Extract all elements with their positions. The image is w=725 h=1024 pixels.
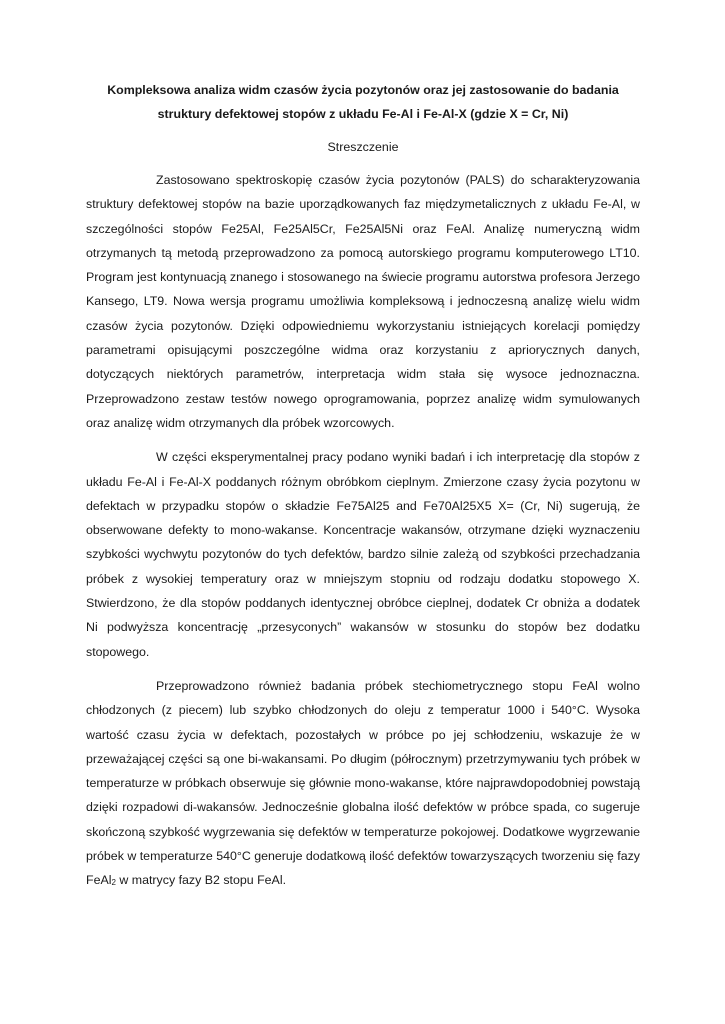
paragraph-3-text: Przeprowadzono również badania próbek stechiometrycznego stopu FeAl wolno chłodzonych (z piecem) lub szybko chłodzonych do oleju z temperatur 1000 i 540°C. Wysoka wartość czasu życia w defektach, pozostałych w próbce po jej schłodzeniu, wskazuje że w przeważającej części są one bi-wakansami. Po długim (półrocznym) przetrzymywaniu tych próbek w temperaturze w próbkach obserwuje się głównie mono-wakanse, które najprawdopodobniej powstają dzięki rozpadowi di-wakansów. Jednocześnie globalna ilość defektów w próbce spada, co sugeruje skończoną szybkość wygrzewania się defektów w temperaturze pokojowej. Dodatkowe wygrzewanie próbek w temperaturze 540°C generuje dodatkową ilość defektów towarzyszących tworzeniu się fazy FeAl (86, 678, 640, 888)
document-title: Kompleksowa analiza widm czasów życia pozytonów oraz jej zastosowanie do badania struktury defektowej stopów z układu Fe-Al i Fe-Al-X (gdzie X = Cr, Ni) (107, 83, 619, 121)
abstract-paragraph-2: W części eksperymentalnej pracy podano wyniki badań i ich interpretację dla stopów z układu Fe-Al i Fe-Al-X poddanych różnym obróbkom cieplnym. Zmierzone czasy życia pozytonu w defektach w przypadku stopów o składzie Fe75Al25 and Fe70Al25X5 X= (Cr, Ni) sugerują, że obserwowane defekty to mono-wakanse. Koncentracje wakansów, otrzymane dzięki wyznaczeniu szybkości wychwytu pozytonów do tych defektów, bardzo silnie zależą od szybkości przechadzania próbek z wysokiej temperatury oraz w mniejszym stopniu od rodzaju dodatku stopowego X. Stwierdzono, że dla stopów poddanych identycznej obróbce cieplnej, dodatek Cr obniża a dodatek Ni podwyższa koncentrację „przesyconych” wakansów w stosunku do stopów bez dodatku stopowego. (86, 450, 640, 659)
section-heading: Streszczenie (327, 140, 399, 154)
abstract-paragraph-3 (86, 674, 640, 895)
paragraph-3-ending: w matrycy fazy B2 stopu FeAl. (115, 873, 287, 888)
document-page (86, 78, 640, 905)
abstract-paragraph-1: Zastosowano spektroskopię czasów życia pozytonów (PALS) do scharakteryzowania struktury defektowej stopów na bazie uporządkowanych faz międzymetalicznych z układu Fe-Al, w szczególności stopów Fe25Al, Fe25Al5Cr, Fe25Al5Ni oraz FeAl. Analizę numeryczną widm otrzymanych tą metodą przeprowadzono za pomocą autorskiego programu komputerowego LT10. Program jest kontynuacją znanego i stosowanego na świecie programu autorstwa profesora Jerzego Kansego, LT9. Nowa wersja programu umożliwia kompleksową i jednoczesną analizę wielu widm czasów życia pozytonów. Dzięki odpowiedniemu wykorzystaniu istniejących korelacji pomiędzy parametrami opisującymi poszczególne widma oraz korzystaniu z apriorycznych danych, dotyczących niektórych parametrów, interpretacja widm stała się wysoce jednoznaczna. Przeprowadzono zestaw testów nowego oprogramowania, poprzez analizę widm symulowanych oraz analizę widm otrzymanych dla próbek wzorcowych. (86, 173, 640, 430)
formula-subscript: 2 (111, 878, 116, 888)
